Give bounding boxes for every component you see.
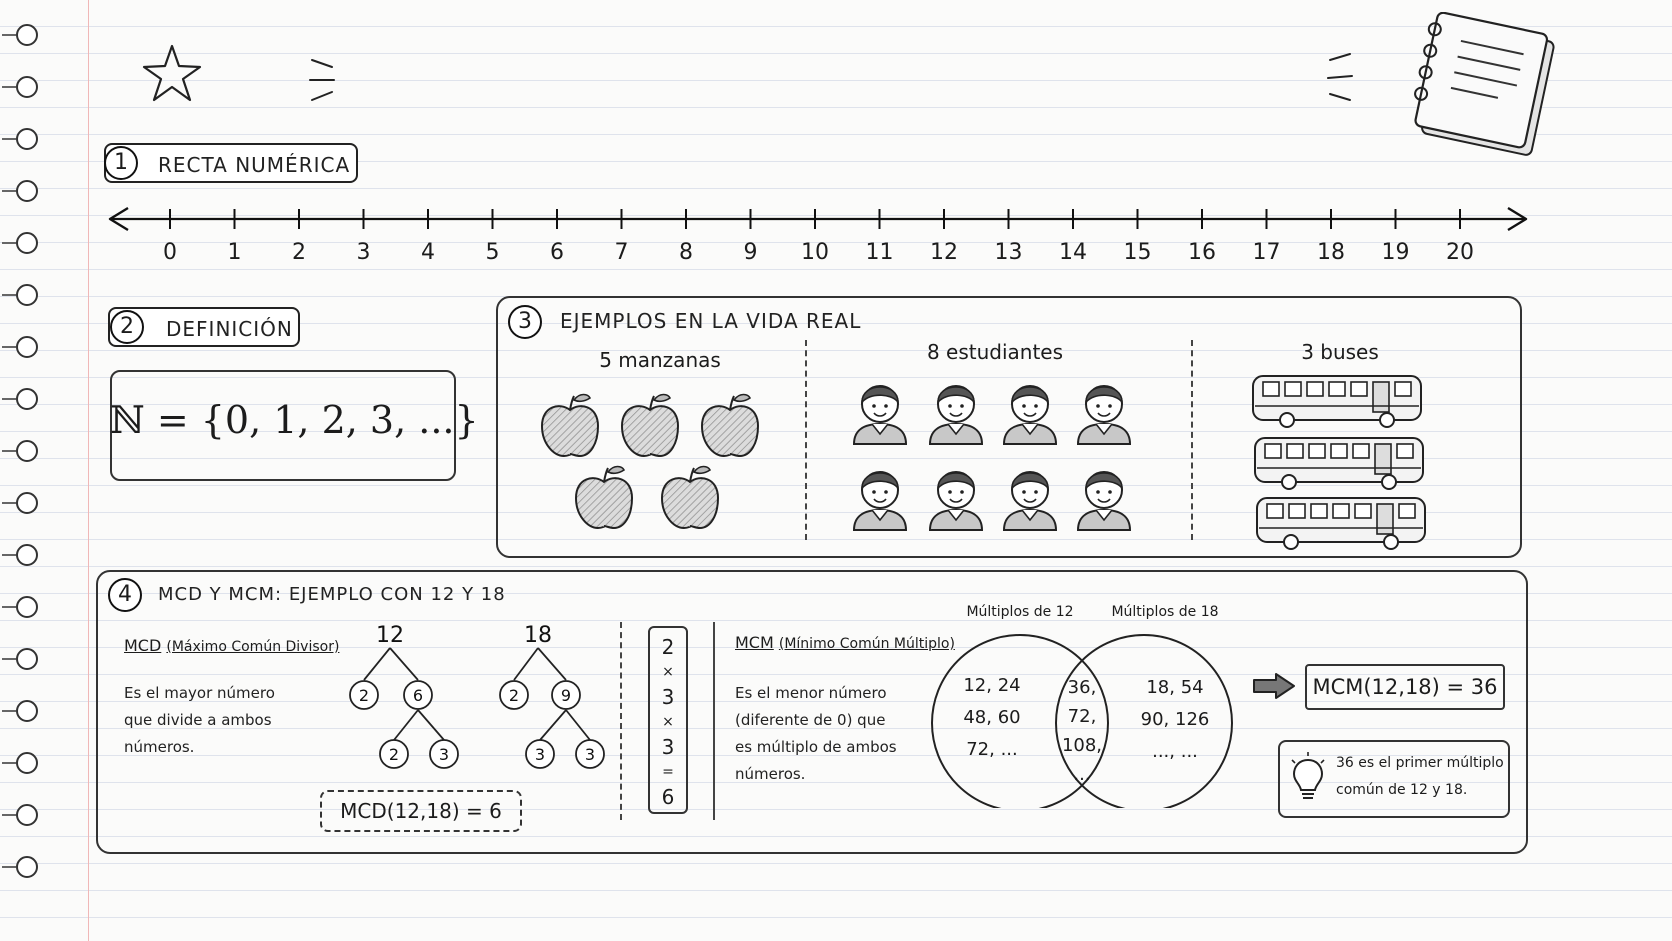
number-line-label: 16: [1188, 240, 1216, 265]
venn-center-value: 108,: [1061, 735, 1103, 756]
product-column: [648, 626, 688, 814]
number-line-label: 4: [421, 240, 435, 265]
students-illustration: [840, 370, 1160, 545]
product-term: 3: [661, 685, 675, 709]
number-line-label: 17: [1252, 240, 1281, 265]
lightbulb-icon: [1288, 752, 1328, 802]
binder-hole: [16, 544, 38, 566]
binder-hole: [16, 24, 38, 46]
mcm-description-line: es múltiplo de ambos: [735, 738, 897, 756]
tip-line: común de 12 y 18.: [1336, 782, 1468, 798]
buses-label: 3 buses: [1301, 340, 1379, 364]
mcm-description-line: Es el menor número: [735, 684, 887, 702]
binder-hole: [16, 752, 38, 774]
bus-icon: [1253, 376, 1421, 427]
venn-left-values: [950, 670, 1034, 766]
mcd-result: MCD(12,18) = 6: [320, 790, 522, 832]
binder-hole: [16, 388, 38, 410]
section-1-number: 1: [104, 146, 138, 180]
binder-hole: [16, 648, 38, 670]
number-line-label: 8: [679, 240, 693, 265]
venn-right-values: [1130, 672, 1220, 768]
number-line-label: 9: [743, 240, 758, 265]
tree12-root: 12: [376, 623, 404, 648]
number-line-label: 20: [1446, 240, 1474, 265]
number-line: [100, 200, 1540, 240]
venn-left-title: Múltiplos de 12: [966, 604, 1074, 620]
buses-illustration: [1245, 370, 1435, 552]
number-line-label: 14: [1059, 240, 1087, 265]
product-term: 2: [661, 635, 675, 659]
section-3-title: EJEMPLOS EN LA VIDA REAL: [560, 309, 862, 333]
product-term: 6: [661, 785, 675, 809]
mcd-description-line: Es el mayor número: [124, 684, 275, 702]
apple-icon: [622, 395, 678, 457]
venn-left-value: 72, ...: [966, 739, 1018, 760]
bus-icon: [1257, 498, 1425, 549]
product-term: 3: [661, 735, 675, 759]
star-doodle-icon: [140, 40, 360, 110]
apple-icon: [542, 395, 598, 457]
venn-left-value: 12, 24: [963, 675, 1021, 696]
number-line-label: 18: [1317, 240, 1345, 265]
section-2-number: 2: [110, 310, 144, 344]
venn-right-value: 90, 126: [1140, 709, 1210, 730]
number-line-label: 19: [1381, 240, 1410, 265]
tree12-right: 6: [412, 686, 424, 705]
notebook-margin-line: [88, 0, 89, 941]
student-icon: [854, 386, 906, 444]
binder-hole: [16, 596, 38, 618]
mcm-description-line: números.: [735, 765, 806, 783]
number-line-label: 2: [292, 240, 306, 265]
mcd-heading: [124, 636, 339, 655]
natural-numbers-formula: ℕ = {0, 1, 2, 3, ...}: [110, 398, 479, 442]
venn-right-value: 18, 54: [1146, 677, 1204, 698]
tree12-left: 2: [358, 686, 370, 705]
apples-illustration: [530, 382, 790, 542]
mcm-label-sub: (Mínimo Común Múltiplo): [778, 636, 955, 652]
section-3-number: 3: [508, 305, 542, 339]
binder-hole: [16, 284, 38, 306]
tree18-root: 18: [524, 623, 552, 648]
tree12-right-left: 2: [388, 745, 400, 764]
number-line-label: 10: [801, 240, 829, 265]
tip-line: 36 es el primer múltiplo: [1336, 755, 1504, 771]
section-1-title: RECTA NUMÉRICA: [158, 153, 351, 177]
tree18-right-right: 3: [584, 745, 596, 764]
number-line-label: 13: [994, 240, 1023, 265]
venn-center-value: ...: [1073, 764, 1091, 785]
mcd-description-line: que divide a ambos: [124, 711, 272, 729]
binder-hole: [16, 76, 38, 98]
number-line-label: 0: [163, 240, 177, 265]
number-line-label: 11: [865, 240, 894, 265]
student-icon: [1078, 386, 1130, 444]
binder-hole: [16, 700, 38, 722]
number-line-label: 6: [550, 240, 564, 265]
product-term: ×: [662, 714, 674, 730]
student-icon: [930, 472, 982, 530]
binder-hole: [16, 804, 38, 826]
factor-trees: [340, 618, 620, 778]
binder-hole: [16, 232, 38, 254]
student-icon: [1004, 472, 1056, 530]
number-line-label: 7: [614, 240, 629, 265]
number-line-label: 15: [1123, 240, 1152, 265]
apple-icon: [702, 395, 758, 457]
venn-center-value: 72,: [1067, 706, 1097, 727]
examples-divider: [1191, 340, 1193, 540]
bus-icon: [1255, 438, 1423, 489]
student-icon: [1078, 472, 1130, 530]
binder-hole: [16, 440, 38, 462]
mcm-description: [735, 680, 897, 788]
mcm-result: MCM(12,18) = 36: [1305, 664, 1505, 710]
number-line-label: 5: [485, 240, 500, 265]
mcm-description-line: (diferente de 0) que: [735, 711, 886, 729]
apple-icon: [576, 467, 632, 529]
product-term: =: [662, 764, 674, 780]
product-term: ×: [662, 664, 674, 680]
venn-left-value: 48, 60: [963, 707, 1021, 728]
venn-center-value: 36,: [1067, 677, 1097, 698]
tree18-right-left: 3: [534, 745, 546, 764]
number-line-label: 3: [356, 240, 371, 265]
tree18-right: 9: [560, 686, 572, 705]
binder-hole: [16, 856, 38, 878]
number-line-label: 12: [930, 240, 958, 265]
lcm-divider: [713, 622, 715, 820]
binder-hole: [16, 336, 38, 358]
number-line-ticks: [170, 209, 1460, 229]
tree18-left: 2: [508, 686, 520, 705]
section-2-title: DEFINICIÓN: [166, 317, 293, 341]
binder-hole: [16, 180, 38, 202]
binder-hole: [16, 492, 38, 514]
tip-text: [1336, 750, 1504, 804]
binder-hole: [16, 128, 38, 150]
section-4-number: 4: [108, 578, 142, 612]
venn-right-value: ..., ...: [1152, 741, 1198, 762]
student-icon: [930, 386, 982, 444]
apples-label: 5 manzanas: [599, 348, 721, 372]
tree12-right-right: 3: [438, 745, 450, 764]
examples-divider: [805, 340, 807, 540]
mcd-label-sub: (Máximo Común Divisor): [166, 639, 340, 655]
student-icon: [1004, 386, 1056, 444]
number-line-label: 1: [227, 240, 242, 265]
student-icon: [854, 472, 906, 530]
arrow-right-icon: [1252, 672, 1298, 700]
gcd-divider: [620, 622, 622, 820]
section-4-title: MCD Y MCM: EJEMPLO CON 12 Y 18: [158, 584, 506, 605]
venn-center-values: [1050, 673, 1114, 789]
mcd-label: MCD: [124, 636, 162, 655]
venn-right-title: Múltiplos de 18: [1111, 604, 1219, 620]
mcm-label: MCM: [735, 633, 774, 652]
apple-icon: [662, 467, 718, 529]
mcd-description: [124, 680, 275, 761]
mcd-description-line: números.: [124, 738, 195, 756]
students-label: 8 estudiantes: [926, 340, 1064, 364]
notebook-doodle-icon: [1320, 12, 1590, 162]
